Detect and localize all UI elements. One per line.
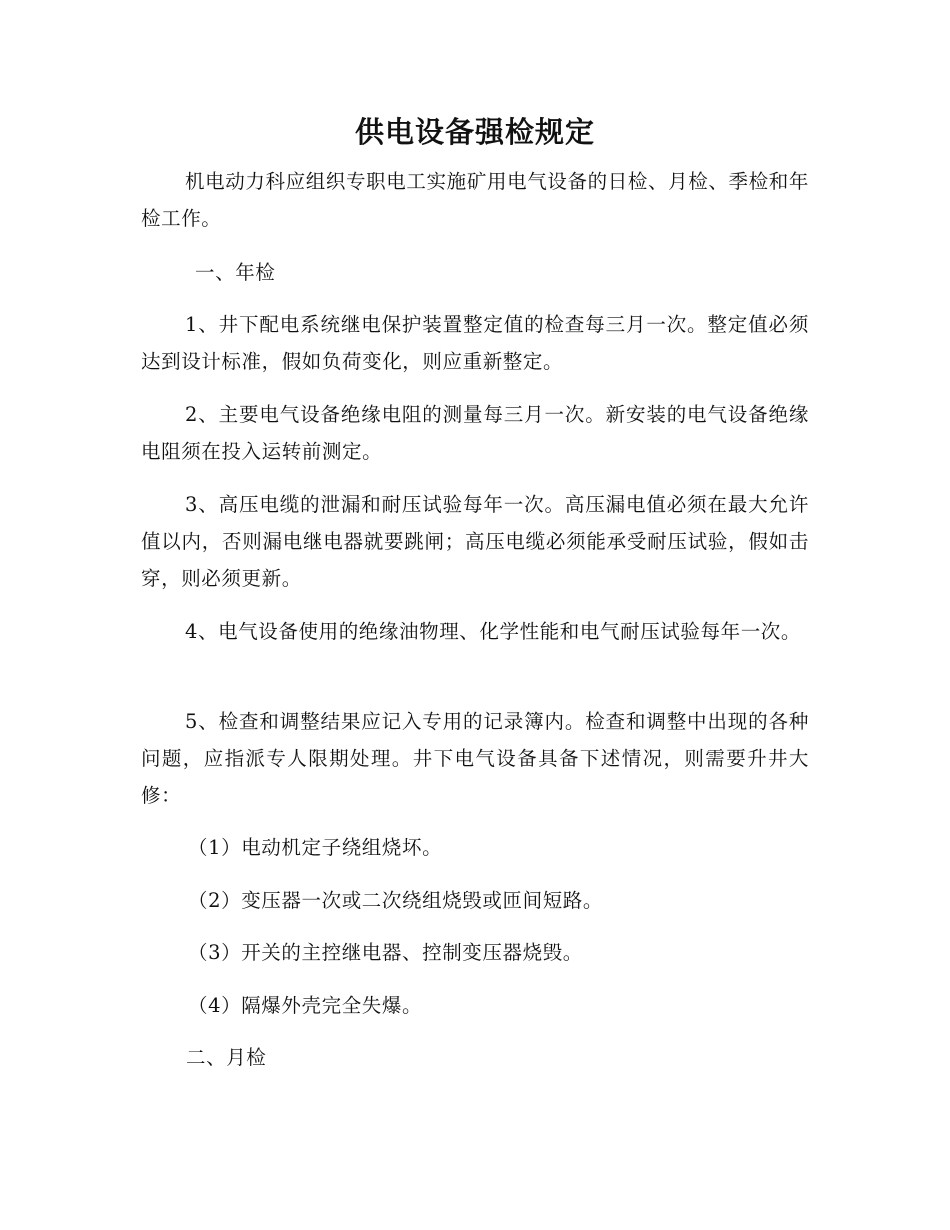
document-title: 供电设备强检规定 xyxy=(354,115,595,149)
section-heading-monthly: 二、月检 xyxy=(186,1046,267,1069)
paragraph-1: 1、井下配电系统继电保护装置整定值的检查每三月一次。整定值必须达到设计标准，假如负荷变化，则应重新整定。 xyxy=(141,313,809,373)
paragraph-2: 2、主要电气设备绝缘电阻的测量每三月一次。新安装的电气设备绝缘电阻须在投入运转前测定。 xyxy=(141,403,809,463)
list-item: （2）变压器一次或二次绕组烧毁或匝间短路。 xyxy=(188,889,604,912)
section-heading-annual: 一、年检 xyxy=(195,261,276,284)
intro-paragraph: 机电动力科应组织专职电工实施矿用电气设备的日检、月检、季检和年检工作。 xyxy=(141,170,809,230)
paragraph-5: 5、检查和调整结果应记入专用的记录簿内。检查和调整中出现的各种问题，应指派专人限期处理。井下电气设备具备下述情况，则需要升井大修： xyxy=(141,710,809,807)
list-item: （3）开关的主控继电器、控制变压器烧毁。 xyxy=(188,941,583,964)
paragraph-3: 3、高压电缆的泄漏和耐压试验每年一次。高压漏电值必须在最大允许值以内，否则漏电继电器就要跳闸；高压电缆必须能承受耐压试验，假如击穿，则必须更新。 xyxy=(141,493,809,590)
list-item: （4）隔爆外壳完全失爆。 xyxy=(188,994,423,1017)
paragraph-4: 4、电气设备使用的绝缘油物理、化学性能和电气耐压试验每年一次。 xyxy=(185,620,802,643)
list-item: （1）电动机定子绕组烧坏。 xyxy=(188,836,443,859)
